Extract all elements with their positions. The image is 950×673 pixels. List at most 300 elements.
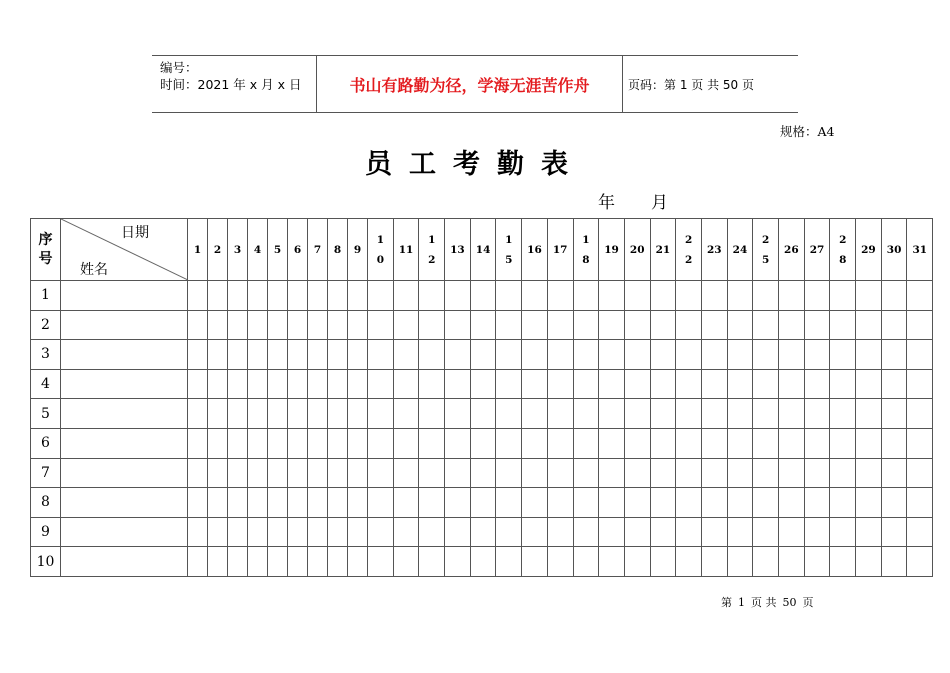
attendance-cell[interactable] — [208, 310, 228, 340]
attendance-cell[interactable] — [188, 488, 208, 518]
attendance-cell[interactable] — [907, 488, 933, 518]
attendance-cell[interactable] — [676, 310, 702, 340]
attendance-cell[interactable] — [881, 547, 907, 577]
attendance-cell[interactable] — [599, 310, 625, 340]
attendance-cell[interactable] — [308, 428, 328, 458]
attendance-cell[interactable] — [573, 547, 599, 577]
attendance-cell[interactable] — [248, 547, 268, 577]
attendance-cell[interactable] — [393, 517, 419, 547]
attendance-cell[interactable] — [727, 399, 753, 429]
attendance-cell[interactable] — [573, 428, 599, 458]
attendance-cell[interactable] — [393, 369, 419, 399]
attendance-cell[interactable] — [573, 517, 599, 547]
attendance-cell[interactable] — [753, 547, 779, 577]
attendance-cell[interactable] — [419, 281, 445, 311]
attendance-cell[interactable] — [445, 547, 471, 577]
attendance-cell[interactable] — [288, 517, 308, 547]
attendance-cell[interactable] — [907, 547, 933, 577]
attendance-cell[interactable] — [624, 488, 650, 518]
attendance-cell[interactable] — [470, 310, 496, 340]
attendance-cell[interactable] — [208, 458, 228, 488]
attendance-cell[interactable] — [496, 458, 522, 488]
attendance-cell[interactable] — [676, 399, 702, 429]
attendance-cell[interactable] — [676, 340, 702, 370]
attendance-cell[interactable] — [907, 428, 933, 458]
attendance-cell[interactable] — [288, 488, 308, 518]
attendance-cell[interactable] — [496, 399, 522, 429]
attendance-cell[interactable] — [599, 458, 625, 488]
attendance-cell[interactable] — [547, 340, 573, 370]
attendance-cell[interactable] — [208, 369, 228, 399]
attendance-cell[interactable] — [779, 281, 805, 311]
attendance-cell[interactable] — [701, 340, 727, 370]
attendance-cell[interactable] — [445, 517, 471, 547]
attendance-cell[interactable] — [248, 340, 268, 370]
attendance-cell[interactable] — [779, 310, 805, 340]
attendance-cell[interactable] — [753, 369, 779, 399]
attendance-cell[interactable] — [268, 517, 288, 547]
attendance-cell[interactable] — [650, 488, 676, 518]
attendance-cell[interactable] — [804, 547, 830, 577]
attendance-cell[interactable] — [650, 517, 676, 547]
attendance-cell[interactable] — [547, 399, 573, 429]
attendance-cell[interactable] — [470, 517, 496, 547]
name-cell[interactable] — [61, 399, 188, 429]
attendance-cell[interactable] — [522, 281, 548, 311]
attendance-cell[interactable] — [445, 340, 471, 370]
attendance-cell[interactable] — [804, 281, 830, 311]
attendance-cell[interactable] — [599, 488, 625, 518]
attendance-cell[interactable] — [573, 399, 599, 429]
attendance-cell[interactable] — [881, 428, 907, 458]
attendance-cell[interactable] — [881, 310, 907, 340]
attendance-cell[interactable] — [419, 547, 445, 577]
attendance-cell[interactable] — [804, 340, 830, 370]
attendance-cell[interactable] — [348, 458, 368, 488]
attendance-cell[interactable] — [676, 428, 702, 458]
attendance-cell[interactable] — [419, 517, 445, 547]
attendance-cell[interactable] — [856, 488, 882, 518]
attendance-cell[interactable] — [268, 310, 288, 340]
attendance-cell[interactable] — [753, 488, 779, 518]
attendance-cell[interactable] — [650, 281, 676, 311]
attendance-cell[interactable] — [208, 281, 228, 311]
attendance-cell[interactable] — [804, 458, 830, 488]
attendance-cell[interactable] — [348, 369, 368, 399]
attendance-cell[interactable] — [368, 547, 394, 577]
attendance-cell[interactable] — [419, 428, 445, 458]
attendance-cell[interactable] — [676, 547, 702, 577]
attendance-cell[interactable] — [228, 281, 248, 311]
attendance-cell[interactable] — [308, 399, 328, 429]
attendance-cell[interactable] — [348, 488, 368, 518]
attendance-cell[interactable] — [650, 369, 676, 399]
attendance-cell[interactable] — [248, 369, 268, 399]
attendance-cell[interactable] — [701, 310, 727, 340]
attendance-cell[interactable] — [727, 340, 753, 370]
attendance-cell[interactable] — [547, 369, 573, 399]
attendance-cell[interactable] — [547, 517, 573, 547]
attendance-cell[interactable] — [779, 458, 805, 488]
attendance-cell[interactable] — [881, 399, 907, 429]
attendance-cell[interactable] — [830, 488, 856, 518]
attendance-cell[interactable] — [328, 517, 348, 547]
attendance-cell[interactable] — [208, 399, 228, 429]
attendance-cell[interactable] — [676, 458, 702, 488]
attendance-cell[interactable] — [268, 369, 288, 399]
attendance-cell[interactable] — [753, 517, 779, 547]
attendance-cell[interactable] — [445, 281, 471, 311]
attendance-cell[interactable] — [856, 340, 882, 370]
attendance-cell[interactable] — [188, 369, 208, 399]
attendance-cell[interactable] — [830, 458, 856, 488]
attendance-cell[interactable] — [547, 458, 573, 488]
attendance-cell[interactable] — [368, 428, 394, 458]
attendance-cell[interactable] — [328, 458, 348, 488]
attendance-cell[interactable] — [547, 488, 573, 518]
attendance-cell[interactable] — [368, 517, 394, 547]
attendance-cell[interactable] — [248, 281, 268, 311]
attendance-cell[interactable] — [599, 547, 625, 577]
attendance-cell[interactable] — [188, 517, 208, 547]
attendance-cell[interactable] — [676, 488, 702, 518]
attendance-cell[interactable] — [328, 310, 348, 340]
attendance-cell[interactable] — [522, 369, 548, 399]
attendance-cell[interactable] — [881, 369, 907, 399]
attendance-cell[interactable] — [248, 517, 268, 547]
attendance-cell[interactable] — [208, 517, 228, 547]
attendance-cell[interactable] — [624, 281, 650, 311]
attendance-cell[interactable] — [701, 369, 727, 399]
attendance-cell[interactable] — [522, 458, 548, 488]
attendance-cell[interactable] — [288, 458, 308, 488]
attendance-cell[interactable] — [348, 281, 368, 311]
attendance-cell[interactable] — [368, 340, 394, 370]
attendance-cell[interactable] — [368, 310, 394, 340]
attendance-cell[interactable] — [727, 369, 753, 399]
attendance-cell[interactable] — [727, 428, 753, 458]
attendance-cell[interactable] — [393, 340, 419, 370]
attendance-cell[interactable] — [496, 369, 522, 399]
attendance-cell[interactable] — [188, 281, 208, 311]
attendance-cell[interactable] — [650, 428, 676, 458]
attendance-cell[interactable] — [268, 458, 288, 488]
attendance-cell[interactable] — [753, 310, 779, 340]
attendance-cell[interactable] — [907, 369, 933, 399]
attendance-cell[interactable] — [676, 517, 702, 547]
attendance-cell[interactable] — [907, 399, 933, 429]
attendance-cell[interactable] — [624, 310, 650, 340]
attendance-cell[interactable] — [701, 488, 727, 518]
attendance-cell[interactable] — [328, 340, 348, 370]
attendance-cell[interactable] — [445, 369, 471, 399]
name-cell[interactable] — [61, 458, 188, 488]
attendance-cell[interactable] — [419, 340, 445, 370]
attendance-cell[interactable] — [393, 428, 419, 458]
attendance-cell[interactable] — [470, 488, 496, 518]
attendance-cell[interactable] — [599, 428, 625, 458]
attendance-cell[interactable] — [228, 458, 248, 488]
attendance-cell[interactable] — [188, 310, 208, 340]
attendance-cell[interactable] — [328, 428, 348, 458]
attendance-cell[interactable] — [701, 458, 727, 488]
attendance-cell[interactable] — [779, 369, 805, 399]
attendance-cell[interactable] — [393, 310, 419, 340]
attendance-cell[interactable] — [856, 310, 882, 340]
attendance-cell[interactable] — [188, 547, 208, 577]
attendance-cell[interactable] — [308, 517, 328, 547]
attendance-cell[interactable] — [328, 281, 348, 311]
attendance-cell[interactable] — [573, 281, 599, 311]
attendance-cell[interactable] — [753, 428, 779, 458]
attendance-cell[interactable] — [779, 488, 805, 518]
attendance-cell[interactable] — [268, 399, 288, 429]
attendance-cell[interactable] — [208, 340, 228, 370]
attendance-cell[interactable] — [248, 428, 268, 458]
attendance-cell[interactable] — [907, 517, 933, 547]
attendance-cell[interactable] — [907, 281, 933, 311]
attendance-cell[interactable] — [856, 458, 882, 488]
attendance-cell[interactable] — [248, 310, 268, 340]
attendance-cell[interactable] — [288, 310, 308, 340]
attendance-cell[interactable] — [804, 399, 830, 429]
attendance-cell[interactable] — [470, 369, 496, 399]
attendance-cell[interactable] — [208, 547, 228, 577]
attendance-cell[interactable] — [830, 281, 856, 311]
attendance-cell[interactable] — [268, 547, 288, 577]
attendance-cell[interactable] — [496, 488, 522, 518]
attendance-cell[interactable] — [907, 340, 933, 370]
attendance-cell[interactable] — [445, 428, 471, 458]
attendance-cell[interactable] — [445, 399, 471, 429]
attendance-cell[interactable] — [727, 488, 753, 518]
attendance-cell[interactable] — [727, 517, 753, 547]
attendance-cell[interactable] — [288, 547, 308, 577]
attendance-cell[interactable] — [624, 428, 650, 458]
attendance-cell[interactable] — [599, 399, 625, 429]
attendance-cell[interactable] — [470, 399, 496, 429]
attendance-cell[interactable] — [830, 369, 856, 399]
attendance-cell[interactable] — [547, 428, 573, 458]
attendance-cell[interactable] — [701, 428, 727, 458]
attendance-cell[interactable] — [496, 281, 522, 311]
attendance-cell[interactable] — [701, 547, 727, 577]
attendance-cell[interactable] — [547, 547, 573, 577]
attendance-cell[interactable] — [624, 458, 650, 488]
attendance-cell[interactable] — [188, 428, 208, 458]
attendance-cell[interactable] — [727, 458, 753, 488]
attendance-cell[interactable] — [573, 488, 599, 518]
attendance-cell[interactable] — [830, 310, 856, 340]
attendance-cell[interactable] — [288, 369, 308, 399]
attendance-cell[interactable] — [830, 428, 856, 458]
attendance-cell[interactable] — [368, 458, 394, 488]
attendance-cell[interactable] — [308, 488, 328, 518]
attendance-cell[interactable] — [624, 340, 650, 370]
attendance-cell[interactable] — [573, 340, 599, 370]
attendance-cell[interactable] — [779, 399, 805, 429]
attendance-cell[interactable] — [753, 458, 779, 488]
attendance-cell[interactable] — [522, 488, 548, 518]
attendance-cell[interactable] — [288, 428, 308, 458]
attendance-cell[interactable] — [419, 369, 445, 399]
name-cell[interactable] — [61, 340, 188, 370]
attendance-cell[interactable] — [228, 428, 248, 458]
attendance-cell[interactable] — [496, 547, 522, 577]
attendance-cell[interactable] — [188, 399, 208, 429]
attendance-cell[interactable] — [348, 547, 368, 577]
attendance-cell[interactable] — [228, 547, 248, 577]
attendance-cell[interactable] — [701, 399, 727, 429]
attendance-cell[interactable] — [368, 281, 394, 311]
attendance-cell[interactable] — [228, 517, 248, 547]
name-cell[interactable] — [61, 369, 188, 399]
attendance-cell[interactable] — [676, 369, 702, 399]
attendance-cell[interactable] — [348, 340, 368, 370]
attendance-cell[interactable] — [650, 310, 676, 340]
attendance-cell[interactable] — [470, 428, 496, 458]
name-cell[interactable] — [61, 488, 188, 518]
attendance-cell[interactable] — [496, 517, 522, 547]
attendance-cell[interactable] — [348, 428, 368, 458]
attendance-cell[interactable] — [328, 547, 348, 577]
attendance-cell[interactable] — [650, 547, 676, 577]
attendance-cell[interactable] — [522, 428, 548, 458]
attendance-cell[interactable] — [599, 281, 625, 311]
attendance-cell[interactable] — [248, 399, 268, 429]
attendance-cell[interactable] — [188, 458, 208, 488]
attendance-cell[interactable] — [881, 517, 907, 547]
attendance-cell[interactable] — [445, 458, 471, 488]
attendance-cell[interactable] — [348, 517, 368, 547]
attendance-cell[interactable] — [573, 458, 599, 488]
attendance-cell[interactable] — [856, 517, 882, 547]
attendance-cell[interactable] — [288, 281, 308, 311]
attendance-cell[interactable] — [650, 340, 676, 370]
name-cell[interactable] — [61, 517, 188, 547]
attendance-cell[interactable] — [573, 310, 599, 340]
attendance-cell[interactable] — [804, 488, 830, 518]
attendance-cell[interactable] — [496, 428, 522, 458]
attendance-cell[interactable] — [599, 369, 625, 399]
attendance-cell[interactable] — [804, 428, 830, 458]
attendance-cell[interactable] — [470, 547, 496, 577]
attendance-cell[interactable] — [348, 310, 368, 340]
attendance-cell[interactable] — [522, 547, 548, 577]
attendance-cell[interactable] — [753, 399, 779, 429]
attendance-cell[interactable] — [228, 340, 248, 370]
attendance-cell[interactable] — [881, 340, 907, 370]
attendance-cell[interactable] — [268, 281, 288, 311]
attendance-cell[interactable] — [208, 428, 228, 458]
attendance-cell[interactable] — [701, 281, 727, 311]
attendance-cell[interactable] — [348, 399, 368, 429]
attendance-cell[interactable] — [881, 488, 907, 518]
attendance-cell[interactable] — [727, 547, 753, 577]
attendance-cell[interactable] — [328, 399, 348, 429]
name-cell[interactable] — [61, 428, 188, 458]
attendance-cell[interactable] — [328, 369, 348, 399]
attendance-cell[interactable] — [599, 340, 625, 370]
attendance-cell[interactable] — [547, 281, 573, 311]
attendance-cell[interactable] — [308, 281, 328, 311]
attendance-cell[interactable] — [419, 488, 445, 518]
attendance-cell[interactable] — [779, 517, 805, 547]
attendance-cell[interactable] — [779, 340, 805, 370]
attendance-cell[interactable] — [268, 428, 288, 458]
attendance-cell[interactable] — [445, 488, 471, 518]
attendance-cell[interactable] — [804, 369, 830, 399]
attendance-cell[interactable] — [368, 399, 394, 429]
attendance-cell[interactable] — [228, 310, 248, 340]
attendance-cell[interactable] — [228, 399, 248, 429]
attendance-cell[interactable] — [804, 517, 830, 547]
attendance-cell[interactable] — [228, 369, 248, 399]
attendance-cell[interactable] — [268, 340, 288, 370]
attendance-cell[interactable] — [248, 488, 268, 518]
attendance-cell[interactable] — [624, 399, 650, 429]
attendance-cell[interactable] — [393, 488, 419, 518]
attendance-cell[interactable] — [804, 310, 830, 340]
attendance-cell[interactable] — [419, 458, 445, 488]
attendance-cell[interactable] — [727, 310, 753, 340]
attendance-cell[interactable] — [328, 488, 348, 518]
attendance-cell[interactable] — [830, 547, 856, 577]
attendance-cell[interactable] — [624, 517, 650, 547]
attendance-cell[interactable] — [881, 458, 907, 488]
attendance-cell[interactable] — [856, 281, 882, 311]
attendance-cell[interactable] — [368, 369, 394, 399]
attendance-cell[interactable] — [368, 488, 394, 518]
attendance-cell[interactable] — [676, 281, 702, 311]
name-cell[interactable] — [61, 281, 188, 311]
attendance-cell[interactable] — [573, 369, 599, 399]
attendance-cell[interactable] — [856, 399, 882, 429]
attendance-cell[interactable] — [779, 547, 805, 577]
attendance-cell[interactable] — [393, 547, 419, 577]
attendance-cell[interactable] — [624, 369, 650, 399]
attendance-cell[interactable] — [393, 399, 419, 429]
attendance-cell[interactable] — [830, 399, 856, 429]
attendance-cell[interactable] — [419, 399, 445, 429]
attendance-cell[interactable] — [650, 458, 676, 488]
attendance-cell[interactable] — [830, 517, 856, 547]
attendance-cell[interactable] — [208, 488, 228, 518]
attendance-cell[interactable] — [547, 310, 573, 340]
attendance-cell[interactable] — [288, 399, 308, 429]
attendance-cell[interactable] — [856, 369, 882, 399]
attendance-cell[interactable] — [188, 340, 208, 370]
attendance-cell[interactable] — [701, 517, 727, 547]
attendance-cell[interactable] — [522, 310, 548, 340]
attendance-cell[interactable] — [308, 369, 328, 399]
attendance-cell[interactable] — [393, 458, 419, 488]
name-cell[interactable] — [61, 310, 188, 340]
attendance-cell[interactable] — [268, 488, 288, 518]
attendance-cell[interactable] — [522, 340, 548, 370]
attendance-cell[interactable] — [228, 488, 248, 518]
attendance-cell[interactable] — [470, 458, 496, 488]
attendance-cell[interactable] — [445, 310, 471, 340]
attendance-cell[interactable] — [907, 458, 933, 488]
attendance-cell[interactable] — [856, 428, 882, 458]
attendance-cell[interactable] — [470, 281, 496, 311]
attendance-cell[interactable] — [288, 340, 308, 370]
attendance-cell[interactable] — [599, 517, 625, 547]
attendance-cell[interactable] — [496, 340, 522, 370]
attendance-cell[interactable] — [393, 281, 419, 311]
attendance-cell[interactable] — [496, 310, 522, 340]
